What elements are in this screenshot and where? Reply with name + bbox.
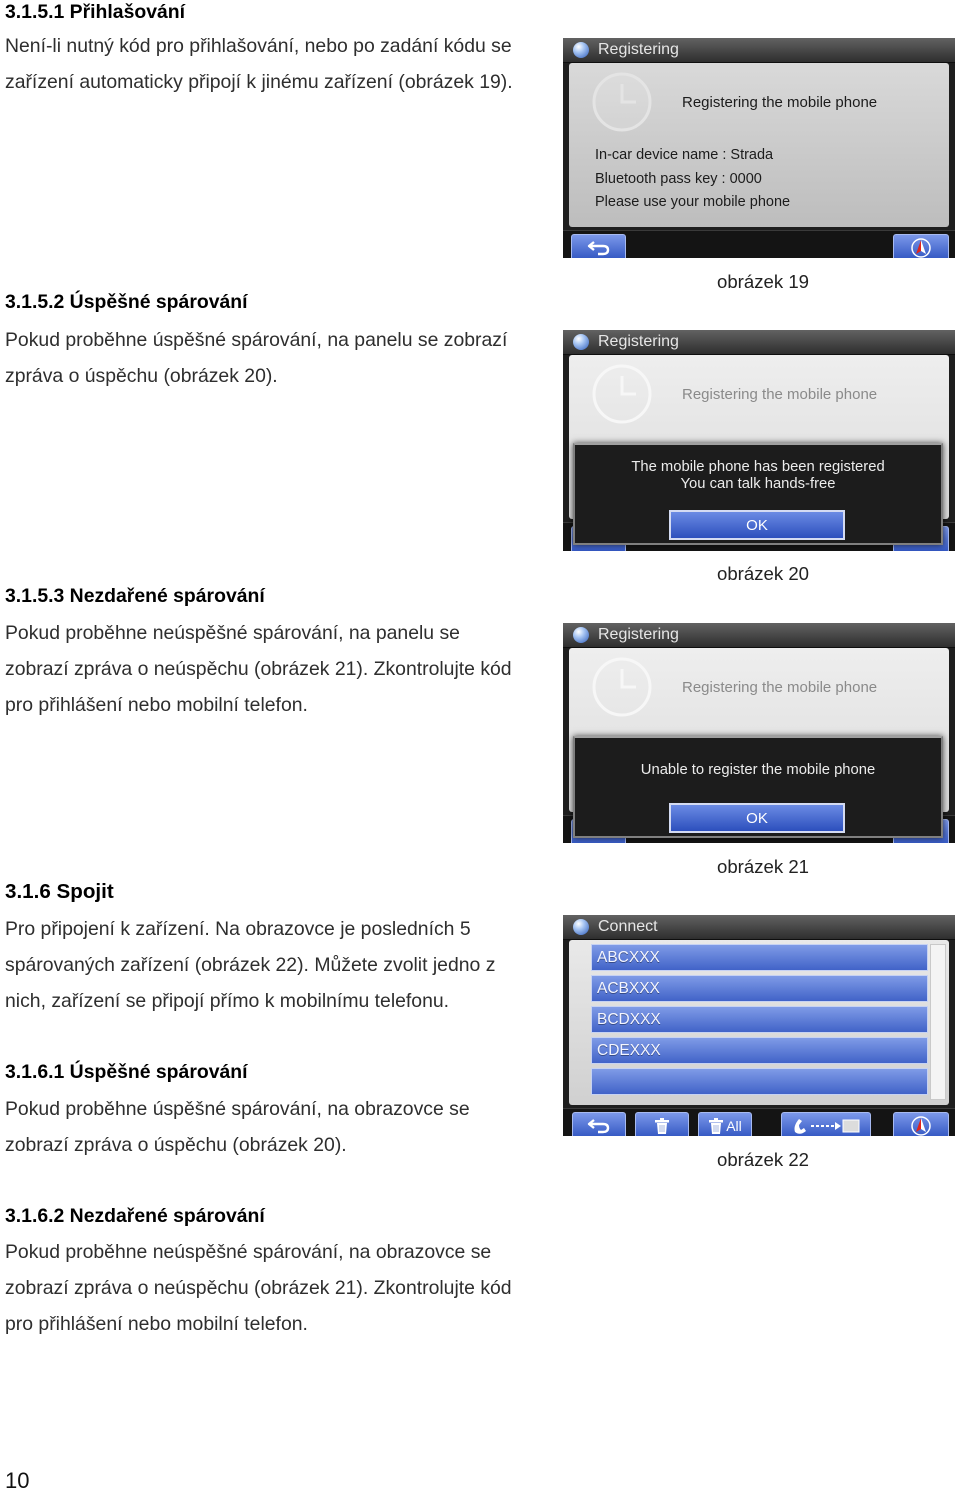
- ok-button: OK: [669, 803, 845, 833]
- title-bar: [563, 38, 955, 63]
- dialog-message: The mobile phone has been registered: [631, 459, 885, 475]
- body-text-line: zobrazí zpráva o neúspěchu (obrázek 21). Zkontrolujte kód: [5, 1277, 512, 1299]
- body-text-line: zpráva o úspěchu (obrázek 20).: [5, 365, 278, 387]
- body-text-line: Není-li nutný kód pro přihlašování, nebo po zadání kódu se: [5, 35, 512, 57]
- scrollbar: [930, 944, 946, 1100]
- device-name-text: In-car device name : Strada: [595, 147, 774, 163]
- body-text-line: Pro připojení k zařízení. Na obrazovce je posledních 5: [5, 918, 471, 940]
- title-bar: [563, 330, 955, 355]
- section-heading: 3.1.5.3 Nezdařené spárování: [5, 585, 265, 607]
- dialog-message: You can talk hands-free: [680, 476, 836, 492]
- figure-caption: obrázek 21: [717, 856, 809, 877]
- globe-icon: [573, 627, 589, 643]
- connect-button: [781, 1112, 871, 1136]
- section-heading: 3.1.5.2 Úspěšné spárování: [5, 291, 248, 313]
- section-heading: 3.1.6.1 Úspěšné spárování: [5, 1061, 248, 1083]
- navigation-button: [893, 1112, 949, 1136]
- status-heading: Registering the mobile phone: [682, 679, 878, 696]
- section-heading: 3.1.6.2 Nezdařené spárování: [5, 1205, 265, 1227]
- bottom-toolbar: [563, 230, 955, 258]
- body-text-line: Pokud proběhne úspěšné spárování, na panelu se zobrazí: [5, 329, 508, 351]
- delete-all-button: [698, 1112, 752, 1136]
- trash-icon: [654, 1117, 670, 1135]
- clock-icon: [591, 71, 653, 133]
- success-dialog: [573, 443, 943, 545]
- globe-icon: [573, 919, 589, 935]
- instruction-text: Please use your mobile phone: [595, 194, 791, 210]
- pass-key-text: Bluetooth pass key : 0000: [595, 171, 762, 187]
- page-number: 10: [5, 1468, 30, 1493]
- screenshot-registering: [563, 38, 955, 258]
- back-button: [572, 1112, 626, 1136]
- content-panel: [569, 63, 949, 227]
- section-heading: 3.1.5.1 Přihlašování: [5, 1, 185, 23]
- clock-icon: [591, 656, 653, 718]
- screenshot-register-failed: [563, 623, 955, 843]
- body-text-line: Pokud proběhne neúspěšné spárování, na panelu se: [5, 622, 460, 644]
- clock-icon: [591, 363, 653, 425]
- navigation-icon: [910, 1115, 932, 1137]
- device-list-item: ACBXXX: [591, 975, 928, 1002]
- body-text-line: zařízení automaticky připojí k jinému zařízení (obrázek 19).: [5, 71, 513, 93]
- section-heading: 3.1.6 Spojit: [5, 880, 114, 903]
- phone-connect-icon: [791, 1116, 861, 1136]
- title-bar: [563, 623, 955, 648]
- screen-title: Connect: [598, 918, 658, 935]
- screen-title: Registering: [598, 626, 679, 643]
- device-list: [569, 940, 949, 1105]
- error-dialog: [573, 736, 943, 838]
- figure-caption: obrázek 22: [717, 1149, 809, 1170]
- back-icon: [587, 1118, 611, 1134]
- globe-icon: [573, 334, 589, 350]
- screenshot-connect: [563, 915, 955, 1136]
- title-bar: [563, 915, 955, 940]
- device-list-item-empty: [591, 1068, 928, 1095]
- figure-caption: obrázek 19: [717, 271, 809, 292]
- body-text-line: spárovaných zařízení (obrázek 22). Můžete zvolit jedno z: [5, 954, 496, 976]
- navigation-button: [893, 234, 949, 258]
- bottom-toolbar: [563, 1108, 955, 1136]
- globe-icon: [573, 42, 589, 58]
- body-text-line: nich, zařízení se připojí přímo k mobilnímu telefonu.: [5, 990, 450, 1012]
- back-button: [571, 234, 626, 258]
- status-heading: Registering the mobile phone: [682, 386, 878, 403]
- status-heading: Registering the mobile phone: [682, 94, 878, 111]
- body-text-line: Pokud proběhne úspěšné spárování, na obrazovce se: [5, 1098, 470, 1120]
- device-list-item: ABCXXX: [591, 944, 928, 971]
- navigation-icon: [910, 237, 932, 259]
- body-text-line: pro přihlášení nebo mobilní telefon.: [5, 1313, 308, 1335]
- ok-button: OK: [669, 510, 845, 540]
- figure-caption: obrázek 20: [717, 563, 809, 584]
- device-list-item: BCDXXX: [591, 1006, 928, 1033]
- screen-title: Registering: [598, 41, 679, 58]
- body-text-line: pro přihlášení nebo mobilní telefon.: [5, 694, 308, 716]
- body-text-line: Pokud proběhne neúspěšné spárování, na obrazovce se: [5, 1241, 492, 1263]
- trash-all-icon: [708, 1117, 724, 1135]
- body-text-line: zobrazí zpráva o úspěchu (obrázek 20).: [5, 1134, 347, 1156]
- dialog-message: Unable to register the mobile phone: [640, 762, 876, 778]
- delete-all-label: All: [726, 1117, 742, 1134]
- body-text-line: zobrazí zpráva o neúspěchu (obrázek 21). Zkontrolujte kód: [5, 658, 512, 680]
- screenshot-registered: [563, 330, 955, 551]
- device-list-item: CDEXXX: [591, 1037, 928, 1064]
- delete-button: [635, 1112, 689, 1136]
- back-icon: [587, 240, 611, 256]
- screen-title: Registering: [598, 333, 679, 350]
